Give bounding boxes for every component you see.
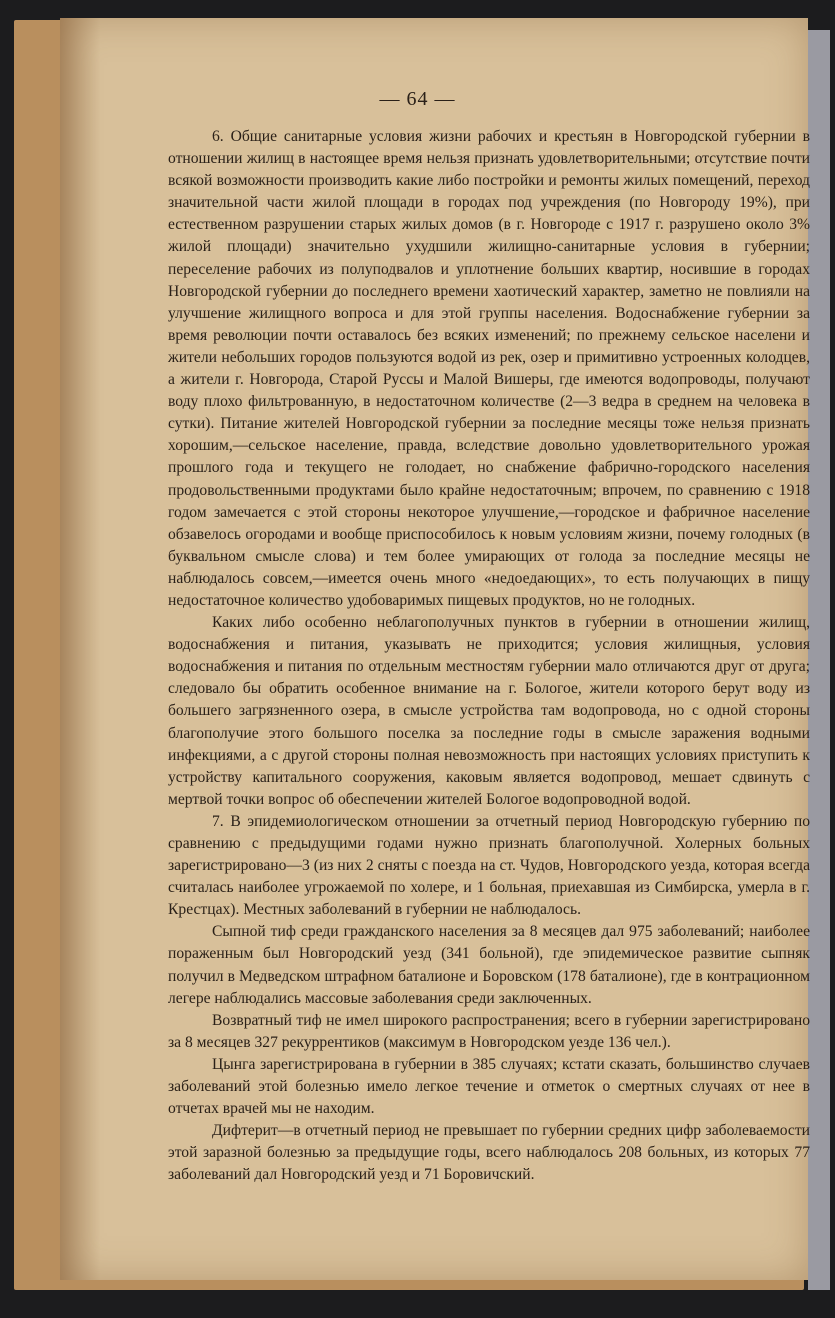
paragraph-5: Возвратный тиф не имел широкого распространения; всего в губернии зарегистрировано за 8 месяцев 327 рекуррентиков (максимум в Новгородском уезде 136 чел.). bbox=[168, 1011, 810, 1051]
paragraph-2: Каких либо особенно неблагополучных пунктов в губернии в отношении жилищ, водоснабжения и питания, указывать не приходится; условия жилищныя, условия водоснабжения и питания по отдельным местностям губернии мало отличаются друг от друга; следовало бы обратить особенное внимание на г. Бологое, жители которого берут воду из большего загрязненного озера, в смысле устройства там водопровода, но с одной стороны благополучие этого большого поселка за последние годы в смысле заражения водными инфекциями, а с другой стороны полная невозможность при настоящих условиях приступить к устройству капитального сооружения, каковым является водопровод, мешает сдвинуть с мертвой точки вопрос об обеспечении жителей Бологое водопроводной водой. bbox=[168, 614, 810, 808]
paragraph-4: Сыпной тиф среди гражданского населения за 8 месяцев дал 975 заболеваний; наиболее пораженным был Новгородский уезд (341 больной), где эпидемическое развитие сыпняк получил в Медведском штрафном баталионе и Боровском (178 баталионе), где в контрационном легере наблюдались массовые заболевания среди заключенных. bbox=[168, 923, 810, 1007]
page-fold-shadow bbox=[60, 18, 100, 1280]
paragraph-1: 6. Общие санитарные условия жизни рабочих и крестьян в Новгородской губернии в отношении жилищ в настоящее время нельзя признать удовлетворительными; отсутствие почти всякой возможности производить какие либо постройки и ремонты жилых помещений, переход значительной части жилой площади в городах под учреждения (по Новгороду 19%), при естественном разрушении старых жилых домов (в г. Новгороде с 1917 г. разрушено около 3% жилой площади) значительно ухудшили жилищно-санитарные условия в губернии; переселение рабочих из полуподвалов и уплотнение больших квартир, носившие в городах Новгородской губернии до последнего времени хаотический характер, заметно не повлияли на улучшение жилищного вопроса и для этой группы населения. Водоснабжение губернии за время революции почти оставалось без всяких изменений; по прежнему сельское населени и жители небольших городов пользуются водой из рек, озер и примитивно устроенных колодцев, а жители г. Новгорода, Старой Руссы и Малой Вишеры, где имеются водопроводы, получают воду плохо фильтрованную, в недостаточном количестве (2—3 ведра в среднем на человека в сутки). Питание жителей Новгородской губернии за последние месяцы тоже нельзя признать хорошим,—сельское население, правда, вследствие довольно удовлетворительного урожая прошлого года и текущего не голодает, но снабжение фабрично-городского населения продовольственными продуктами было крайне недостаточным; впрочем, по сравнению с 1918 годом замечается с этой стороны некоторое улучшение,—городское и фабричное население обзавелось огородами и вообще приспособилось к новым условиям жизни, почему голодных (в буквальном смысле слова) и тем более умирающих от голода за последние месяцы не наблюдалось совсем,—имеется очень много «недоедающих», то есть получающих в пищу недостаточное количество удобоваримых пищевых продуктов, но не голодных. bbox=[168, 128, 810, 609]
paragraph-6: Цынга зарегистрирована в губернии в 385 случаях; кстати сказать, большинство случаев заболеваний этой болезнью имело легкое течение и отметок о смертных случаях от нее в отчетах врачей мы не находим. bbox=[168, 1055, 810, 1118]
page-text bbox=[168, 126, 810, 1187]
right-cover-strip bbox=[808, 30, 830, 1290]
paragraph-3: 7. В эпидемиологическом отношении за отчетный период Новгородскую губернию по сравнению с предыдущими годами нужно признать благополучной. Холерных больных зарегистрировано—3 (из них 2 сняты с поезда на ст. Чудов, Новгородского уезда, которая всегда считалась наиболее угрожаемой по холере, и 1 больная, приехавшая из Симбирска, умерла в г. Крестцах). Местных заболеваний в губернии не наблюдалось. bbox=[168, 812, 810, 919]
page-number: — 64 — bbox=[379, 88, 456, 110]
paragraph-7: Дифтерит—в отчетный период не превышает по губернии средних цифр заболеваемости этой заразной болезнью за предыдущие годы, всего наблюдалось 208 больных, из которых 77 заболеваний дал Новгородский уезд и 71 Боровичский. bbox=[168, 1122, 810, 1184]
